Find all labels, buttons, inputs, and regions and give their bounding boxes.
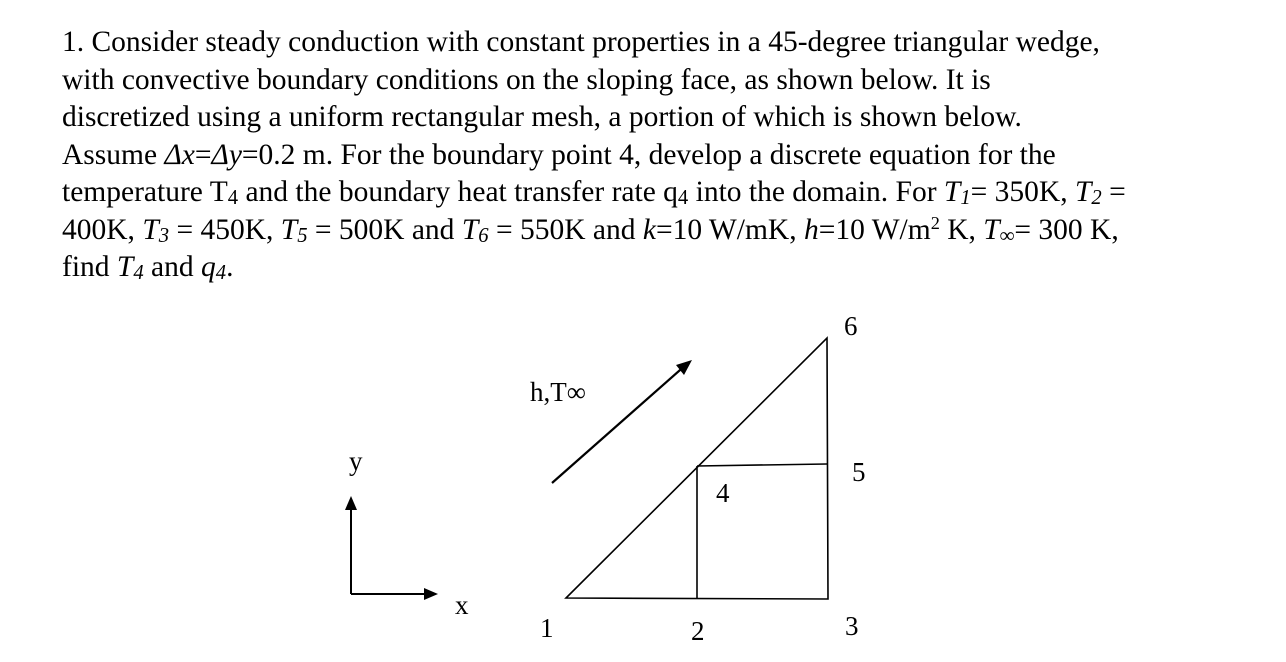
superscript-2: 2	[930, 212, 940, 233]
h-symbol: h	[803, 213, 819, 246]
line6-text-f: =10 W/m	[818, 213, 931, 246]
x-axis-arrowhead	[424, 588, 438, 600]
line7-text-c: .	[226, 251, 234, 283]
assume-rest: =0.2 m. For the boundary point 4, develop a discrete equation for the	[241, 138, 1056, 171]
subscript-1-text: 1	[960, 187, 971, 210]
subscript-4b: 4	[677, 187, 689, 210]
t4-symbol: T	[116, 251, 134, 283]
line5-text-b: and the boundary heat transfer rate q	[238, 176, 678, 208]
subscript-4c-text: 4	[133, 262, 144, 285]
node-5-label: 5	[852, 457, 866, 487]
k-symbol: k	[642, 213, 656, 246]
tinf-symbol: T	[983, 213, 1000, 246]
line6-text-b: = 450K,	[169, 213, 281, 246]
line5-text-c: into the domain. For	[688, 176, 944, 208]
line6-text-a: 400K,	[62, 213, 143, 246]
subscript-2-text: 2	[1091, 187, 1102, 210]
convection-label: h,T∞	[530, 377, 586, 407]
delta-y: Δy	[211, 138, 242, 171]
line6-text-d: = 550K and	[488, 213, 643, 246]
x-axis-label: x	[455, 590, 469, 620]
line6-text-h: = 300 K,	[1014, 213, 1119, 246]
t6-symbol: T	[461, 213, 479, 246]
delta-x: Δx	[164, 138, 195, 171]
node-4-label: 4	[716, 478, 730, 508]
line7-text-a: find	[62, 251, 117, 283]
line7-text-b: and	[143, 251, 201, 283]
assume-text: Assume	[62, 138, 165, 171]
subscript-3-text: 3	[158, 224, 170, 247]
problem-line-3: discretized using a uniform rectangular mesh, a portion of which is shown below.	[62, 101, 1022, 133]
t5-symbol: T	[280, 213, 298, 246]
subscript-4: 4	[227, 187, 239, 210]
line5-text-d: = 350K,	[970, 176, 1075, 208]
problem-line-2: with convective boundary conditions on the sloping face, as shown below. It is	[62, 63, 991, 96]
t2-symbol: T	[1074, 176, 1092, 208]
node-6-label: 6	[844, 311, 858, 341]
node-3-label: 3	[845, 611, 859, 641]
line5-text-a: temperature T	[62, 176, 228, 208]
y-axis-label: y	[349, 446, 363, 476]
subscript-6-text: 6	[478, 224, 489, 247]
node-1-label: 1	[540, 613, 554, 643]
subscript-4d-text: 4	[215, 262, 227, 285]
equals-sign: =	[194, 138, 212, 171]
line6-text-g: K,	[939, 213, 984, 246]
line6-text-c: = 500K and	[307, 213, 462, 246]
problem-line-1: 1. Consider steady conduction with constant properties in a 45-degree triangular wedge,	[62, 26, 1100, 58]
y-axis-arrowhead	[345, 496, 357, 510]
t3-symbol: T	[142, 213, 159, 246]
node-2-label: 2	[691, 616, 705, 646]
q4-symbol: q	[201, 251, 216, 283]
t1-symbol: T	[943, 176, 961, 208]
mesh-horizontal-line	[697, 464, 827, 466]
subscript-5-text: 5	[297, 224, 308, 247]
subscript-inf-text: ∞	[999, 224, 1015, 247]
line5-text-e: =	[1101, 176, 1126, 208]
line6-text-e: =10 W/mK,	[655, 213, 804, 246]
